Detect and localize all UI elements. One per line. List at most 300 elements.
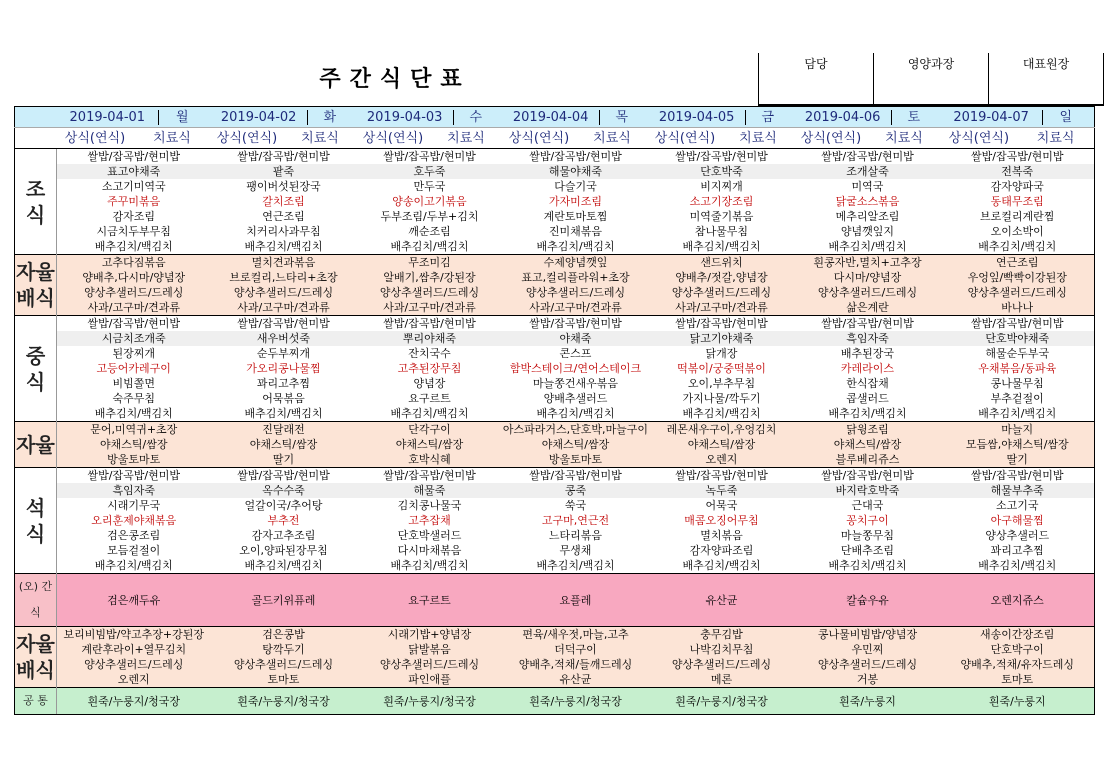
menu-item: 콥샐러드 (795, 391, 941, 406)
menu-item: 콩나물무침 (941, 376, 1095, 391)
menu-item: 흰죽/누룽지 (795, 688, 941, 715)
menu-item: 계란후라이+열무김치 (57, 642, 211, 657)
menu-item: 쌀밥/잡곡밥/현미밥 (57, 149, 211, 165)
menu-item: 쌀밥/잡곡밥/현미밥 (941, 149, 1095, 165)
menu-item: 오렌지 (57, 672, 211, 688)
diet-type-header (649, 128, 795, 149)
menu-item: 가지나물/깍두기 (649, 391, 795, 406)
menu-row (15, 194, 1095, 209)
menu-item: 야채스틱/쌈장 (503, 437, 649, 452)
menu-item: 만두국 (357, 179, 503, 194)
sub-header-row (15, 128, 1095, 149)
menu-item: 유산균 (649, 574, 795, 627)
menu-item: 어묵국 (649, 498, 795, 513)
menu-item: 비빔쫄면 (57, 376, 211, 391)
menu-item: 표고야채죽 (57, 164, 211, 179)
menu-item: 콩나물비빔밥/양념장 (795, 627, 941, 643)
date-header (211, 107, 357, 128)
menu-row (15, 574, 1095, 627)
menu-item: 배추김치/백김치 (795, 558, 941, 574)
menu-item: 레몬새우구이,우엉김치 (649, 422, 795, 438)
therapy-diet-label: 치료식 (593, 130, 631, 146)
menu-row (15, 406, 1095, 422)
menu-item: 양배추,다시마/양념장 (57, 270, 211, 285)
date-header (503, 107, 649, 128)
menu-row (15, 346, 1095, 361)
menu-item: 한식잡채 (795, 376, 941, 391)
day-text: 목 (599, 110, 644, 125)
day-text: 수 (453, 110, 498, 125)
menu-item: 단배추조림 (795, 543, 941, 558)
meal-section-label: 자율 배식 (15, 627, 57, 688)
menu-item: 단각구이 (357, 422, 503, 438)
diet-type-header (357, 128, 503, 149)
menu-item: 쌀밥/잡곡밥/현미밥 (211, 149, 357, 165)
menu-item: 단호박구이 (941, 642, 1095, 657)
menu-item: 쌀밥/잡곡밥/현미밥 (941, 316, 1095, 332)
menu-item: 부추겉절이 (941, 391, 1095, 406)
menu-item: 감자고추조림 (211, 528, 357, 543)
menu-item: 배추김치/백김치 (503, 239, 649, 255)
date-text: 2019-04-07 (953, 109, 1029, 125)
menu-row (15, 437, 1095, 452)
menu-item: 배추김치/백김치 (649, 239, 795, 255)
menu-item: 닭고기야채죽 (649, 331, 795, 346)
menu-item: 우민찌 (795, 642, 941, 657)
menu-item: 탕깍두기 (211, 642, 357, 657)
menu-item: 흰죽/누룽지 (941, 688, 1095, 715)
meal-section-label: (오) 간식 (15, 574, 57, 627)
menu-item: 아구해물찜 (941, 513, 1095, 528)
menu-item: 흰죽/누룽지/청국장 (357, 688, 503, 715)
menu-item: 다시마/양념장 (795, 270, 941, 285)
meal-section-label: 석 식 (15, 468, 57, 574)
menu-item: 양상추샐러드/드레싱 (57, 657, 211, 672)
date-header (941, 107, 1095, 128)
menu-item: 치커리사과무침 (211, 224, 357, 239)
corner-cell (15, 107, 57, 128)
menu-item: 문어,미역귀+초장 (57, 422, 211, 438)
menu-item: 모듬겉절이 (57, 543, 211, 558)
menu-item: 사과/고구마/견과류 (503, 300, 649, 316)
menu-row (15, 209, 1095, 224)
menu-item: 배추김치/백김치 (211, 239, 357, 255)
menu-row (15, 558, 1095, 574)
menu-item: 주꾸미볶음 (57, 194, 211, 209)
menu-row (15, 468, 1095, 484)
regular-diet-label: 상식(연식) (508, 130, 570, 146)
menu-item: 삶은계란 (795, 300, 941, 316)
menu-item: 닭개장 (649, 346, 795, 361)
menu-item: 배추된장국 (795, 346, 941, 361)
menu-item: 근대국 (795, 498, 941, 513)
menu-item: 해물순두부국 (941, 346, 1095, 361)
menu-item: 알배기,쌈추/강된장 (357, 270, 503, 285)
menu-item: 쌀밥/잡곡밥/현미밥 (211, 468, 357, 484)
menu-item: 비지찌개 (649, 179, 795, 194)
menu-item: 배추김치/백김치 (57, 239, 211, 255)
menu-item: 해물죽 (357, 483, 503, 498)
menu-item: 양상추샐러드/드레싱 (211, 285, 357, 300)
menu-item: 양상추샐러드/드레싱 (795, 657, 941, 672)
menu-item: 진미채볶음 (503, 224, 649, 239)
menu-item: 해물야채죽 (503, 164, 649, 179)
menu-row (15, 543, 1095, 558)
menu-item: 콩죽 (503, 483, 649, 498)
menu-item: 블루베리쥬스 (795, 452, 941, 468)
menu-item: 흰죽/누룽지/청국장 (57, 688, 211, 715)
menu-item: 양상추샐러드/드레싱 (357, 285, 503, 300)
menu-item: 배추김치/백김치 (649, 558, 795, 574)
menu-item: 배추김치/백김치 (941, 558, 1095, 574)
menu-item: 다시마채볶음 (357, 543, 503, 558)
menu-item: 어묵볶음 (211, 391, 357, 406)
menu-item: 배추김치/백김치 (503, 558, 649, 574)
menu-item: 배추김치/백김치 (57, 558, 211, 574)
menu-row (15, 316, 1095, 332)
menu-item: 양상추샐러드/드레싱 (357, 657, 503, 672)
menu-item: 콘스프 (503, 346, 649, 361)
menu-item: 양상추샐러드/드레싱 (649, 657, 795, 672)
menu-item: 유산균 (503, 672, 649, 688)
menu-item: 양송이고기볶음 (357, 194, 503, 209)
menu-item: 사과/고구마/견과류 (57, 300, 211, 316)
menu-item: 쌀밥/잡곡밥/현미밥 (649, 149, 795, 165)
date-text: 2019-04-02 (220, 109, 297, 125)
diet-type-header (941, 128, 1095, 149)
menu-item: 거봉 (795, 672, 941, 688)
menu-row (15, 331, 1095, 346)
menu-item: 표고,컬리플라워+초장 (503, 270, 649, 285)
date-header (649, 107, 795, 128)
menu-item: 보리비빔밥/약고추장+강된장 (57, 627, 211, 643)
menu-item: 양념깻잎지 (795, 224, 941, 239)
menu-item: 메추리알조림 (795, 209, 941, 224)
menu-item: 팥죽 (211, 164, 357, 179)
menu-item: 딸기 (211, 452, 357, 468)
menu-item: 나박김치무침 (649, 642, 795, 657)
menu-item: 카레라이스 (795, 361, 941, 376)
menu-item: 토마토 (941, 672, 1095, 688)
approval-0: 담당 (759, 53, 874, 105)
menu-item: 양상추샐러드/드레싱 (941, 285, 1095, 300)
menu-item: 단호박죽 (649, 164, 795, 179)
menu-item: 요구르트 (357, 574, 503, 627)
date-header (57, 107, 211, 128)
menu-item: 꽈리고추찜 (941, 543, 1095, 558)
diet-type-header (503, 128, 649, 149)
menu-row (15, 285, 1095, 300)
menu-row (15, 498, 1095, 513)
meal-section-label: 공 통 (15, 688, 57, 715)
menu-row (15, 627, 1095, 643)
menu-item: 야채스틱/쌈장 (211, 437, 357, 452)
menu-item: 연근조림 (941, 255, 1095, 271)
menu-item: 소고기국 (941, 498, 1095, 513)
menu-item: 두부조림/두부+김치 (357, 209, 503, 224)
menu-item: 쌀밥/잡곡밥/현미밥 (503, 149, 649, 165)
menu-item: 야채스틱/쌈장 (795, 437, 941, 452)
menu-item: 요구르트 (357, 391, 503, 406)
menu-item: 양념장 (357, 376, 503, 391)
menu-row (15, 224, 1095, 239)
menu-item: 양배추,적채/유자드레싱 (941, 657, 1095, 672)
date-header (357, 107, 503, 128)
menu-item: 야채스틱/쌈장 (57, 437, 211, 452)
menu-row (15, 164, 1095, 179)
menu-item: 배추김치/백김치 (941, 239, 1095, 255)
regular-diet-label: 상식(연식) (654, 130, 716, 146)
menu-item: 흰죽/누룽지/청국장 (211, 688, 357, 715)
menu-item: 브로컬리계란찜 (941, 209, 1095, 224)
menu-row (15, 149, 1095, 165)
menu-item: 단호박샐러드 (357, 528, 503, 543)
menu-item: 양배추샐러드 (503, 391, 649, 406)
menu-item: 잔치국수 (357, 346, 503, 361)
menu-item: 오이,부추무침 (649, 376, 795, 391)
menu-item: 닭굴소스볶음 (795, 194, 941, 209)
menu-item: 토마토 (211, 672, 357, 688)
approval-1: 영양과장 (874, 53, 989, 105)
menu-item: 마늘쫑무침 (795, 528, 941, 543)
menu-item: 쌀밥/잡곡밥/현미밥 (649, 316, 795, 332)
menu-item: 연근조림 (211, 209, 357, 224)
menu-item: 사과/고구마/견과류 (357, 300, 503, 316)
menu-item: 갈치조림 (211, 194, 357, 209)
date-text: 2019-04-04 (512, 109, 589, 125)
menu-item: 고추잡채 (357, 513, 503, 528)
date-header-row (15, 107, 1095, 128)
menu-item: 단호박야채죽 (941, 331, 1095, 346)
approval-2: 대표원장 (989, 53, 1104, 105)
menu-item: 미역국 (795, 179, 941, 194)
menu-item: 야채죽 (503, 331, 649, 346)
menu-item: 마늘쫑건새우볶음 (503, 376, 649, 391)
menu-item: 다슬기국 (503, 179, 649, 194)
menu-row (15, 657, 1095, 672)
menu-item: 메론 (649, 672, 795, 688)
menu-item: 동태무조림 (941, 194, 1095, 209)
menu-item: 브로컬리,느타리+초장 (211, 270, 357, 285)
menu-item: 쌀밥/잡곡밥/현미밥 (503, 316, 649, 332)
menu-item: 쌀밥/잡곡밥/현미밥 (649, 468, 795, 484)
menu-item: 우채볶음/동파육 (941, 361, 1095, 376)
menu-item: 숙주무침 (57, 391, 211, 406)
meal-section-label: 자율 배식 (15, 255, 57, 316)
menu-item: 깨순조림 (357, 224, 503, 239)
menu-item: 무조미김 (357, 255, 503, 271)
meal-section-label: 조 식 (15, 149, 57, 255)
menu-item: 모듬쌈,야채스틱/쌈장 (941, 437, 1095, 452)
menu-item: 시래기밥+양념장 (357, 627, 503, 643)
menu-item: 마늘지 (941, 422, 1095, 438)
menu-row (15, 179, 1095, 194)
menu-item: 수제양념깻잎 (503, 255, 649, 271)
therapy-diet-label: 치료식 (1036, 130, 1075, 146)
menu-item: 검은콩밥 (211, 627, 357, 643)
menu-item: 꽁치구이 (795, 513, 941, 528)
menu-item: 조개살죽 (795, 164, 941, 179)
menu-item: 떡볶이/궁중떡볶이 (649, 361, 795, 376)
menu-item: 쌀밥/잡곡밥/현미밥 (795, 468, 941, 484)
menu-item: 쌀밥/잡곡밥/현미밥 (503, 468, 649, 484)
meal-section-label: 자율 (15, 422, 57, 468)
day-text: 화 (307, 110, 352, 125)
menu-item: 양상추샐러드/드레싱 (211, 657, 357, 672)
menu-row (15, 376, 1095, 391)
menu-item: 배추김치/백김치 (941, 406, 1095, 422)
menu-item: 참나물무침 (649, 224, 795, 239)
menu-item: 쌀밥/잡곡밥/현미밥 (211, 316, 357, 332)
menu-item: 감자양파국 (941, 179, 1095, 194)
menu-item: 오이,양파된장무침 (211, 543, 357, 558)
menu-item: 쌀밥/잡곡밥/현미밥 (357, 468, 503, 484)
menu-item: 호두죽 (357, 164, 503, 179)
menu-item: 순두부찌개 (211, 346, 357, 361)
menu-item: 뿌리야채죽 (357, 331, 503, 346)
menu-item: 방울토마토 (57, 452, 211, 468)
menu-item: 시금치두부무침 (57, 224, 211, 239)
menu-item: 소고기미역국 (57, 179, 211, 194)
date-text: 2019-04-06 (804, 109, 881, 125)
menu-item: 녹두죽 (649, 483, 795, 498)
regular-diet-label: 상식(연식) (800, 130, 862, 146)
menu-item: 쌀밥/잡곡밥/현미밥 (941, 468, 1095, 484)
menu-item: 양상추샐러드/드레싱 (57, 285, 211, 300)
menu-item: 방울토마토 (503, 452, 649, 468)
regular-diet-label: 상식(연식) (64, 130, 126, 146)
approval-box (758, 53, 1104, 106)
menu-item: 배추김치/백김치 (211, 558, 357, 574)
day-text: 월 (158, 110, 205, 125)
menu-item: 배추김치/백김치 (357, 239, 503, 255)
menu-item: 충무김밥 (649, 627, 795, 643)
menu-item: 배추김치/백김치 (795, 239, 941, 255)
menu-item: 딸기 (941, 452, 1095, 468)
menu-item: 양배추,적채/들깨드레싱 (503, 657, 649, 672)
menu-item: 양상추샐러드/드레싱 (795, 285, 941, 300)
menu-item: 멸치견과볶음 (211, 255, 357, 271)
date-header (795, 107, 941, 128)
corner-cell (15, 128, 57, 149)
menu-item: 가자미조림 (503, 194, 649, 209)
menu-item: 미역줄기볶음 (649, 209, 795, 224)
menu-item: 쌀밥/잡곡밥/현미밥 (57, 468, 211, 484)
menu-item: 사과/고구마/견과류 (649, 300, 795, 316)
menu-row (15, 391, 1095, 406)
menu-item: 감자조림 (57, 209, 211, 224)
menu-item: 골드키위퓨레 (211, 574, 357, 627)
menu-item: 멸치볶음 (649, 528, 795, 543)
menu-item: 김치콩나물국 (357, 498, 503, 513)
menu-item: 닭발볶음 (357, 642, 503, 657)
menu-item: 새우버섯죽 (211, 331, 357, 346)
therapy-diet-label: 치료식 (739, 130, 777, 146)
page-title: 주간식단표 (319, 67, 471, 92)
menu-item: 바나나 (941, 300, 1095, 316)
menu-row (15, 513, 1095, 528)
menu-item: 소고기장조림 (649, 194, 795, 209)
menu-row (15, 300, 1095, 316)
menu-item: 새송이간장조림 (941, 627, 1095, 643)
menu-row (15, 452, 1095, 468)
menu-item: 검은콩조림 (57, 528, 211, 543)
menu-item: 배추김치/백김치 (503, 406, 649, 422)
diet-type-header (795, 128, 941, 149)
menu-item: 파인애플 (357, 672, 503, 688)
menu-item: 흰콩자반,멸치+고추장 (795, 255, 941, 271)
menu-item: 고구마,연근전 (503, 513, 649, 528)
menu-item: 배추김치/백김치 (211, 406, 357, 422)
menu-item: 배추김치/백김치 (795, 406, 941, 422)
menu-item: 쌀밥/잡곡밥/현미밥 (357, 316, 503, 332)
day-text: 일 (1042, 110, 1089, 125)
menu-item: 감자양파조림 (649, 543, 795, 558)
menu-item: 부추전 (211, 513, 357, 528)
menu-item: 더덕구이 (503, 642, 649, 657)
menu-item: 칼슘우유 (795, 574, 941, 627)
menu-item: 흑임자죽 (57, 483, 211, 498)
menu-row (15, 422, 1095, 438)
menu-row (15, 688, 1095, 715)
menu-item: 아스파라거스,단호박,마늘구이 (502, 423, 649, 436)
menu-item: 우엉잎/빡빡이강된장 (941, 270, 1095, 285)
menu-item: 쌀밥/잡곡밥/현미밥 (357, 149, 503, 165)
menu-item: 야채스틱/쌈장 (357, 437, 503, 452)
menu-item: 흑임자죽 (795, 331, 941, 346)
date-text: 2019-04-03 (366, 109, 443, 125)
menu-item: 호박식혜 (357, 452, 503, 468)
diet-type-header (211, 128, 357, 149)
menu-item: 무생채 (503, 543, 649, 558)
menu-row (15, 528, 1095, 543)
menu-item: 야채스틱/쌈장 (649, 437, 795, 452)
menu-item: 해물부추죽 (941, 483, 1095, 498)
menu-item: 샌드위치 (649, 255, 795, 271)
menu-item: 전복죽 (941, 164, 1095, 179)
menu-item: 바지락호박죽 (795, 483, 941, 498)
menu-item: 양상추샐러드/드레싱 (503, 285, 649, 300)
menu-row (15, 361, 1095, 376)
menu-item: 진달래전 (211, 422, 357, 438)
menu-item: 쌀밥/잡곡밥/현미밥 (57, 316, 211, 332)
therapy-diet-label: 치료식 (885, 130, 923, 146)
menu-item: 시금치조개죽 (57, 331, 211, 346)
menu-item: 양배추/젓갈,양념장 (649, 270, 795, 285)
menu-item: 배추김치/백김치 (357, 558, 503, 574)
menu-item: 가오리콩나물찜 (211, 361, 357, 376)
menu-item: 매콤오징어무침 (649, 513, 795, 528)
menu-item: 편육/새우젓,마늘,고추 (503, 627, 649, 643)
menu-row (15, 255, 1095, 271)
menu-row (15, 483, 1095, 498)
regular-diet-label: 상식(연식) (948, 130, 1010, 146)
date-text: 2019-04-01 (69, 109, 146, 125)
menu-item: 쑥국 (503, 498, 649, 513)
menu-item: 옥수수죽 (211, 483, 357, 498)
menu-item: 배추김치/백김치 (57, 406, 211, 422)
menu-item: 시래기무국 (57, 498, 211, 513)
menu-item: 사과/고구마/견과류 (211, 300, 357, 316)
menu-item: 고추다짐볶음 (57, 255, 211, 271)
menu-item: 얼갈이국/추어탕 (211, 498, 357, 513)
menu-item: 느타리볶음 (503, 528, 649, 543)
menu-item: 오이소박이 (941, 224, 1095, 239)
menu-item: 양상추샐러드/드레싱 (649, 285, 795, 300)
weekly-menu-table (14, 106, 1095, 715)
day-text: 금 (745, 110, 790, 125)
menu-item: 꽈리고추찜 (211, 376, 357, 391)
